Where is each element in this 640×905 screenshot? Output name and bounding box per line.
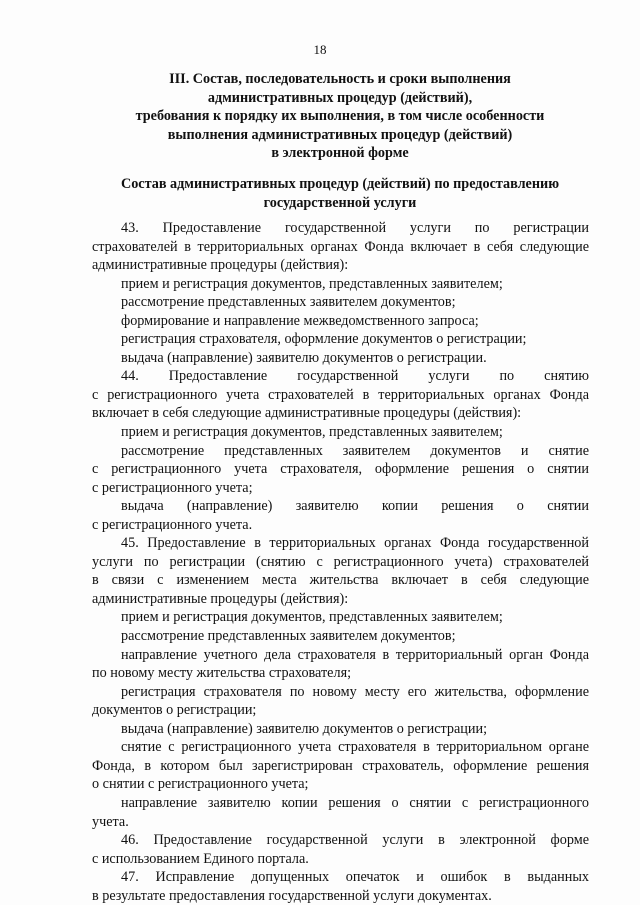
text-line: прием и регистрация документов, представленных заявителем; bbox=[121, 275, 503, 292]
text-line: формирование и направление межведомственного запроса; bbox=[121, 312, 479, 329]
text-line: 46. Предоставление государственной услуги в электронной форме bbox=[121, 832, 589, 849]
text-line: о снятии с регистрационного учета; bbox=[92, 776, 309, 793]
text-line: направление учетного дела страхователя в территориальный орган Фонда bbox=[121, 646, 589, 663]
text-line: страхователей в территориальных органах Фонда включает в себя следующие bbox=[92, 238, 589, 255]
text-line: рассмотрение представленных заявителем документов; bbox=[121, 628, 456, 645]
text-line: рассмотрение представленных заявителем документов и снятие bbox=[121, 442, 589, 459]
text-line: с регистрационного учета страхователя, оформление решения о снятии bbox=[92, 461, 589, 478]
page-number: 18 bbox=[313, 42, 327, 57]
text-line: административные процедуры (действия): bbox=[92, 590, 349, 607]
subheading-line: Состав административных процедур (действий) по предоставлению bbox=[120, 176, 560, 192]
heading-line: III. Состав, последовательность и сроки выполнения bbox=[169, 71, 511, 87]
heading-line: требования к порядку их выполнения, в том числе особенности bbox=[135, 108, 545, 125]
text-line: 43. Предоставление государственной услуги по регистрации bbox=[121, 220, 589, 236]
text-line: услуги по регистрации (снятию с регистрационного учета) страхователей bbox=[92, 553, 589, 570]
text-line: Фонда, в котором был зарегистрирован страхователь, оформление решения bbox=[92, 757, 589, 774]
text-line: в результате предоставления государственной услуги документах. bbox=[92, 887, 492, 904]
text-line: по новому месту жительства страхователя; bbox=[92, 665, 352, 682]
heading-line: выполнения административных процедур (действий) bbox=[167, 126, 513, 143]
text-line: с регистрационного учета страхователей в территориальных органах Фонда bbox=[92, 386, 589, 403]
text-line: прием и регистрация документов, представленных заявителем; bbox=[121, 609, 503, 626]
text-line: рассмотрение представленных заявителем документов; bbox=[121, 294, 456, 311]
section-heading bbox=[90, 70, 590, 163]
heading-line: в электронной форме bbox=[271, 145, 409, 162]
body-text bbox=[92, 219, 589, 905]
text-line: документов о регистрации; bbox=[92, 702, 257, 719]
text-line: снятие с регистрационного учета страхователя в территориальном органе bbox=[121, 739, 589, 756]
text-line: направление заявителю копии решения о снятии с регистрационного bbox=[121, 794, 589, 811]
text-line: выдача (направление) заявителю копии решения о снятии bbox=[121, 498, 589, 515]
text-line: 44. Предоставление государственной услуги по снятию bbox=[121, 368, 589, 385]
text-line: учета. bbox=[92, 813, 129, 830]
text-line: 47. Исправление допущенных опечаток и ошибок в выданных bbox=[121, 869, 589, 886]
text-line: с регистрационного учета; bbox=[92, 479, 253, 496]
text-line: выдача (направление) заявителю документов о регистрации. bbox=[121, 349, 487, 366]
text-line: включает в себя следующие административные процедуры (действия): bbox=[92, 405, 522, 422]
text-line: прием и регистрация документов, представленных заявителем; bbox=[121, 424, 503, 441]
text-line: регистрация страхователя, оформление документов о регистрации; bbox=[121, 331, 527, 348]
subsection-heading bbox=[90, 175, 590, 212]
text-line: регистрация страхователя по новому месту его жительства, оформление bbox=[121, 683, 589, 700]
text-line: с регистрационного учета. bbox=[92, 516, 253, 533]
text-line: 45. Предоставление в территориальных органах Фонда государственной bbox=[121, 535, 589, 552]
text-line: выдача (направление) заявителю документов о регистрации; bbox=[121, 720, 488, 737]
text-line: в связи с изменением места жительства включает в себя следующие bbox=[92, 572, 589, 589]
text-line: административные процедуры (действия): bbox=[92, 257, 349, 274]
text-line: с использованием Единого портала. bbox=[92, 850, 309, 867]
subheading-line: государственной услуги bbox=[263, 194, 417, 211]
heading-line: административных процедур (действий), bbox=[207, 89, 473, 106]
